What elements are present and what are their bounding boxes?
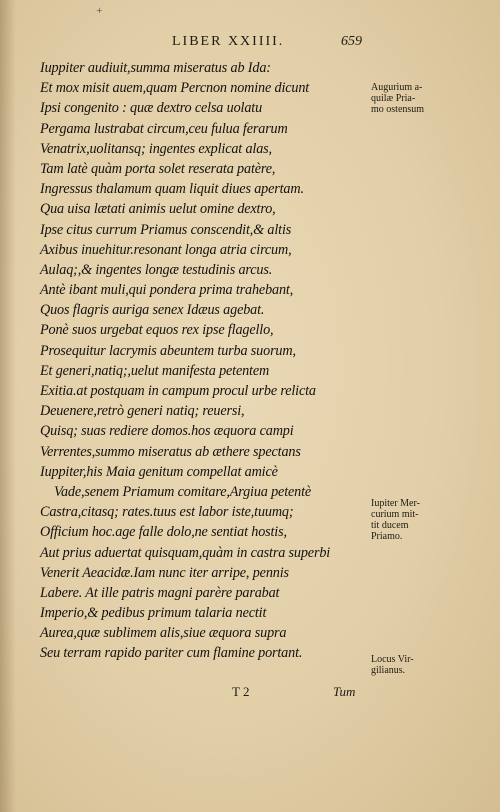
verse-line: Ipsi congenito : quæ dextro celsa uolatu [40, 100, 263, 117]
verse-line: Verrentes,summo miseratus ab æthere spectans [40, 443, 301, 460]
verse-line: Quisq; suas rediere domos.hos æquora campi [40, 423, 294, 440]
verse-line: Venerit Aeacidæ.Iam nunc iter arripe, pennis [40, 564, 289, 581]
verse-line: Iuppiter,his Maia genitum compellat amicè [40, 463, 278, 480]
verse-line: Vade,senem Priamum comitare,Argiua petentè [54, 483, 312, 500]
verse-line: Iuppiter audiuit,summa miseratus ab Ida: [40, 60, 271, 76]
verse-line: Exitia.at postquam in campum procul urbe relicta [40, 383, 316, 399]
page-number: 659 [341, 34, 362, 49]
running-head: LIBER XXIIII. [172, 34, 285, 49]
margin-note-augury [371, 82, 449, 115]
verse-line: Aurea,quæ sublimem alis,siue æquora supra [40, 625, 287, 642]
margin-note-virgil [371, 654, 449, 676]
verse-line: Aulaq;,& ingentes longæ testudinis arcus. [40, 261, 273, 278]
verse-line: Antè ibant muli,qui pondera prima trahebant, [40, 282, 294, 299]
verse-line: Qua uisa lætati animis uelut omine dextro, [40, 201, 276, 218]
margin-note-line: tit ducem [371, 520, 409, 531]
margin-note-line: mo ostensum [371, 104, 425, 115]
verse-line: Pergama lustrabat circum,ceu fulua ferarum [40, 120, 288, 137]
margin-note-line: gilianus. [371, 665, 406, 676]
verse-line: Seu terram rapido pariter cum flamine portant. [40, 645, 303, 662]
verse-line: Prosequitur lacrymis abeuntem turba suorum, [40, 342, 296, 359]
margin-note-line: Locus Vir- [371, 654, 414, 665]
margin-note-mercury [371, 498, 449, 542]
catchword: Tum [333, 684, 356, 699]
verse-text-block [40, 58, 360, 664]
verse-line: Tam latè quàm porta solet reserata patère, [40, 160, 276, 177]
page-header [0, 34, 500, 54]
page-footer [0, 684, 500, 704]
margin-note-line: curium mit- [371, 509, 419, 520]
verse-line: Quos flagris auriga senex Idæus agebat. [40, 302, 265, 319]
verse-line: Imperio,& pedibus primum talaria nectit [40, 605, 267, 622]
verse-line: Axibus inuehitur.resonant longa atria circum, [40, 241, 292, 258]
margin-note-line: Augurium a- [371, 82, 423, 93]
verse-line: Labere. At ille patris magni parère parabat [40, 584, 280, 601]
verse-line: Deuenere,retrò generi natiq; reuersi, [40, 403, 245, 420]
margin-note-line: Iupiter Mer- [371, 498, 420, 509]
top-mark: + [96, 6, 103, 15]
verse-line: Aut prius aduertat quisquam,quàm in castra superbi [40, 544, 331, 561]
verse-line: Et generi,natiq;,uelut manifesta petentem [40, 362, 270, 379]
margin-note-line: Priamo. [371, 531, 403, 542]
verse-line: Officium hoc.age falle dolo,ne sentiat hostis, [40, 524, 287, 541]
verse-line: Castra,citasq; rates.tuus est labor iste,tuumq; [40, 504, 294, 521]
verse-line: Ingressus thalamum quam liquit diues apertam. [40, 181, 304, 198]
verse-line: Ponè suos urgebat equos rex ipse flagello, [40, 322, 274, 339]
verse-line: Venatrix,uolitansq; ingentes explicat alas, [40, 140, 272, 157]
verse-line: Et mox misit auem,quam Percnon nomine dicunt [40, 80, 310, 97]
signature-mark: T 2 [232, 684, 250, 699]
verse-line: Ipse citus currum Priamus conscendit,& altis [40, 221, 292, 238]
margin-note-line: quilæ Pria- [371, 93, 416, 104]
